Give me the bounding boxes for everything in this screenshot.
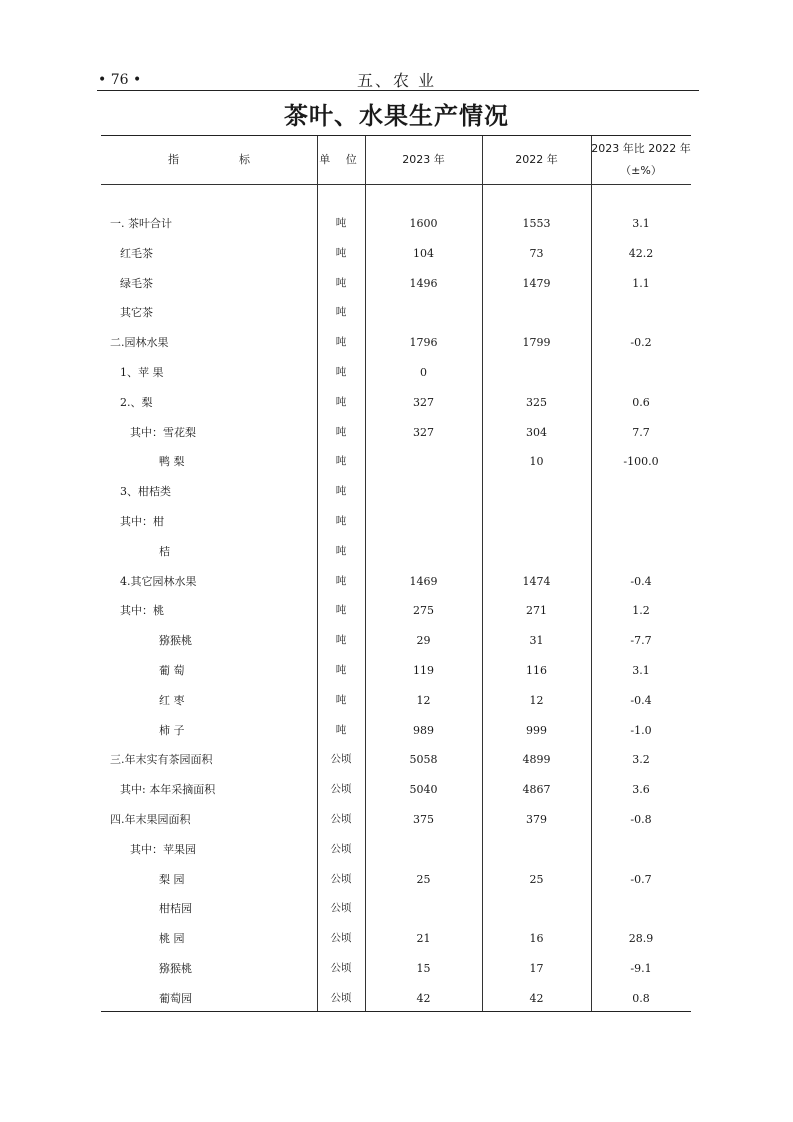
row-indicator: 三.年末实有茶园面积 <box>110 753 213 767</box>
header-change-label: 2023 年比 2022 年 <box>591 142 691 155</box>
row-change <box>591 835 691 865</box>
row-indicator: 葡 萄 <box>159 663 185 677</box>
header-indicator <box>101 136 317 184</box>
row-value-2023: 327 <box>413 395 434 409</box>
page-title: 茶叶、水果生产情况 <box>284 101 509 130</box>
row-value-2023: 12 <box>416 693 431 707</box>
row-unit: 吨 <box>335 693 347 706</box>
row-unit: 吨 <box>335 723 347 736</box>
row-value-2022: 1474 <box>522 574 551 588</box>
row-unit: 吨 <box>335 276 347 289</box>
row-value-2022: 73 <box>529 246 544 260</box>
row-value-2023: 327 <box>413 425 434 439</box>
row-value-2022: 25 <box>529 872 544 886</box>
row-unit: 公顷 <box>330 902 352 915</box>
row-unit: 吨 <box>335 574 347 587</box>
header-rule <box>97 90 699 91</box>
row-value-2023: 1469 <box>409 574 438 588</box>
row-value-2022: 304 <box>526 425 547 439</box>
row-indicator: 4.其它园林水果 <box>120 574 197 588</box>
row-indicator: 猕猴桃 <box>159 961 192 975</box>
row-value-2022: 1799 <box>522 336 551 350</box>
row-value-2022: 16 <box>529 932 544 946</box>
row-indicator: 其中: 本年采摘面积 <box>120 783 216 797</box>
table-row <box>101 358 691 388</box>
row-value-2023 <box>365 894 482 924</box>
header-change <box>591 136 691 184</box>
row-value-2023: 989 <box>413 723 434 737</box>
row-change: 3.1 <box>632 663 650 677</box>
row-change: 3.2 <box>632 753 650 767</box>
row-value-2022: 4867 <box>522 783 551 797</box>
row-indicator: 3、柑桔类 <box>120 485 171 499</box>
row-change <box>591 894 691 924</box>
row-value-2023 <box>365 537 482 567</box>
row-change: -1.0 <box>630 723 652 737</box>
row-value-2023: 1796 <box>409 336 438 350</box>
page-number: • 76 • <box>98 72 142 88</box>
row-indicator: 红毛茶 <box>120 246 153 260</box>
row-value-2023: 29 <box>416 634 431 648</box>
row-unit: 公顷 <box>330 842 352 855</box>
row-value-2023: 1600 <box>409 217 438 230</box>
row-unit: 公顷 <box>330 932 352 945</box>
row-change <box>591 477 691 507</box>
table-row <box>101 805 691 835</box>
row-indicator: 1、苹 果 <box>120 365 164 379</box>
row-change: 1.1 <box>632 276 650 290</box>
row-value-2023: 5040 <box>409 783 438 797</box>
table-row <box>101 447 691 477</box>
row-unit: 吨 <box>335 306 347 319</box>
table-row <box>101 507 691 537</box>
row-value-2023: 5058 <box>409 753 438 767</box>
row-unit: 公顷 <box>330 812 352 825</box>
row-unit: 吨 <box>335 336 347 349</box>
row-unit: 公顷 <box>330 961 352 974</box>
row-indicator: 二.园林水果 <box>110 336 169 350</box>
row-value-2023 <box>365 507 482 537</box>
row-change <box>591 537 691 567</box>
row-unit: 吨 <box>335 425 347 438</box>
header-2022: 2022 年 <box>515 153 558 166</box>
row-change: -0.4 <box>630 574 652 588</box>
row-unit: 吨 <box>335 395 347 408</box>
table-row <box>101 775 691 805</box>
row-value-2022: 4899 <box>522 753 551 767</box>
row-value-2023 <box>365 477 482 507</box>
header-2023: 2023 年 <box>402 153 445 166</box>
row-value-2023: 15 <box>416 961 431 975</box>
row-value-2023: 0 <box>420 365 427 379</box>
row-value-2022: 12 <box>529 693 544 707</box>
row-unit: 吨 <box>335 455 347 468</box>
row-value-2022: 1479 <box>522 276 551 290</box>
table-row <box>101 894 691 924</box>
row-value-2022 <box>482 835 591 865</box>
row-value-2022 <box>482 477 591 507</box>
row-indicator: 桔 <box>159 544 170 558</box>
row-change: -7.7 <box>630 634 652 648</box>
row-value-2022: 42 <box>529 991 544 1005</box>
row-value-2022: 10 <box>529 455 544 469</box>
row-value-2022: 999 <box>526 723 547 737</box>
row-value-2022: 31 <box>529 634 544 648</box>
table-row <box>101 239 691 269</box>
table-row <box>101 269 691 299</box>
row-change <box>591 298 691 328</box>
row-change: -0.7 <box>630 872 652 886</box>
row-indicator: 其中：柑 <box>120 514 164 528</box>
row-value-2023: 375 <box>413 812 434 826</box>
table-row <box>101 328 691 358</box>
table-row <box>101 567 691 597</box>
row-unit: 吨 <box>335 485 347 498</box>
row-value-2023: 21 <box>416 932 431 946</box>
table-row <box>101 984 691 1014</box>
row-change: 3.1 <box>632 217 650 230</box>
row-indicator: 红 枣 <box>159 693 185 707</box>
table-row <box>101 418 691 448</box>
header-indicator-char-1: 指 <box>168 153 179 166</box>
row-value-2023 <box>365 835 482 865</box>
row-indicator: 桃 园 <box>159 932 185 946</box>
row-change: 1.2 <box>632 604 650 618</box>
row-unit: 公顷 <box>330 753 352 766</box>
table-row <box>101 865 691 895</box>
table-row <box>101 686 691 716</box>
header-unit: 单 位 <box>319 153 363 166</box>
row-unit: 吨 <box>335 544 347 557</box>
row-unit: 吨 <box>335 604 347 617</box>
row-value-2023: 1496 <box>409 276 438 290</box>
row-change: -0.8 <box>630 812 652 826</box>
row-change <box>591 358 691 388</box>
chapter-heading: 五、农 业 <box>356 71 437 90</box>
row-value-2023: 42 <box>416 991 431 1005</box>
row-indicator: 其中：雪花梨 <box>130 425 196 439</box>
row-value-2022: 379 <box>526 812 547 826</box>
row-change: -9.1 <box>630 961 652 975</box>
row-indicator: 四.年末果园面积 <box>110 812 191 826</box>
row-value-2022: 116 <box>526 663 547 677</box>
row-value-2022 <box>482 298 591 328</box>
row-indicator: 其中：苹果园 <box>130 842 196 856</box>
table-body <box>101 209 691 1014</box>
row-change: 0.6 <box>632 395 650 409</box>
row-value-2022 <box>482 537 591 567</box>
table-row <box>101 626 691 656</box>
row-indicator: 其中：桃 <box>120 604 164 618</box>
row-value-2022 <box>482 507 591 537</box>
row-unit: 吨 <box>335 246 347 259</box>
row-value-2022: 271 <box>526 604 547 618</box>
row-value-2023 <box>365 298 482 328</box>
row-change: 7.7 <box>632 425 650 439</box>
row-unit: 吨 <box>335 365 347 378</box>
row-change: -0.2 <box>630 336 652 350</box>
table-row <box>101 298 691 328</box>
row-indicator: 一. 茶叶合计 <box>110 217 172 230</box>
row-unit: 公顷 <box>330 991 352 1004</box>
row-value-2023: 119 <box>413 663 434 677</box>
row-value-2023: 104 <box>413 246 434 260</box>
row-indicator: 绿毛茶 <box>120 276 153 290</box>
row-unit: 公顷 <box>330 783 352 796</box>
row-unit: 吨 <box>335 217 347 229</box>
row-indicator: 猕猴桃 <box>159 634 192 648</box>
row-indicator: 柑桔园 <box>159 902 192 916</box>
table-row <box>101 596 691 626</box>
row-change: 0.8 <box>632 991 650 1005</box>
row-value-2023: 275 <box>413 604 434 618</box>
table-row <box>101 477 691 507</box>
row-change <box>591 507 691 537</box>
row-value-2022: 325 <box>526 395 547 409</box>
row-change: 42.2 <box>628 246 654 260</box>
header-indicator-char-2: 标 <box>239 153 250 166</box>
table-row <box>101 924 691 954</box>
row-unit: 公顷 <box>330 872 352 885</box>
table-row <box>101 656 691 686</box>
row-unit: 吨 <box>335 663 347 676</box>
row-change: -0.4 <box>630 693 652 707</box>
row-change: 28.9 <box>628 932 654 946</box>
row-value-2022 <box>482 894 591 924</box>
row-indicator: 梨 园 <box>159 872 185 886</box>
table-row <box>101 388 691 418</box>
row-indicator: 其它茶 <box>120 306 153 320</box>
data-table <box>101 135 691 1012</box>
row-change: -100.0 <box>623 455 659 469</box>
table-row <box>101 537 691 567</box>
table-row <box>101 954 691 984</box>
row-value-2023: 25 <box>416 872 431 886</box>
table-row <box>101 209 691 239</box>
table-row <box>101 835 691 865</box>
row-unit: 吨 <box>335 514 347 527</box>
row-change: 3.6 <box>632 783 650 797</box>
row-indicator: 鸭 梨 <box>159 455 185 469</box>
row-indicator: 柿 子 <box>159 723 185 737</box>
row-indicator: 葡萄园 <box>159 991 192 1005</box>
row-indicator: 2.、梨 <box>120 395 153 409</box>
row-value-2023 <box>365 447 482 477</box>
row-unit: 吨 <box>335 634 347 647</box>
row-value-2022 <box>482 358 591 388</box>
table-row <box>101 745 691 775</box>
row-value-2022: 1553 <box>522 217 551 230</box>
header-change-unit: （±%） <box>620 164 662 177</box>
table-header <box>101 136 691 185</box>
table-row <box>101 716 691 746</box>
row-value-2022: 17 <box>529 961 544 975</box>
